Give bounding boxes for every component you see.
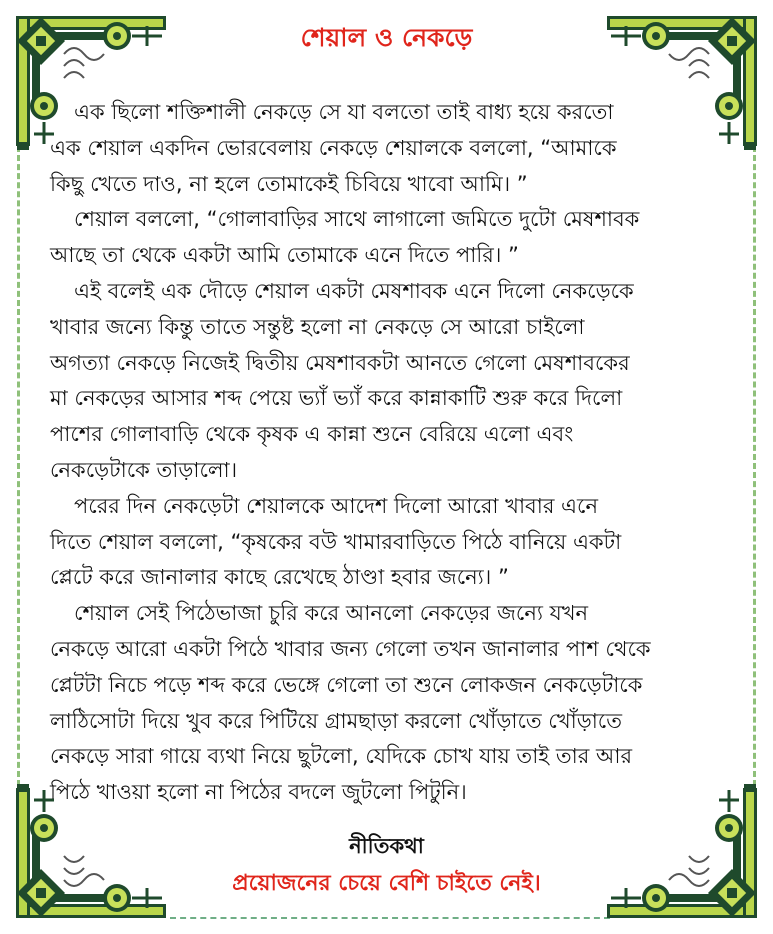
story-line: প্লেটে করে জানালার কাছে রেখেছে ঠাণ্ডা হবার জন্যে। ” (50, 565, 509, 590)
story-line: আছে তা থেকে একটা আমি তোমাকে এনে দিতে পারি। ” (50, 243, 519, 268)
story-title: শেয়াল ও নেকড়ে (300, 23, 473, 52)
story-line: নেকড়েটাকে তাড়ালো। (50, 457, 238, 482)
story-line: লাঠিসোটা দিয়ে খুব করে পিটিয়ে গ্রামছাড়া করলো খোঁড়াতে খোঁড়াতে (50, 708, 622, 733)
story-line: অগত্যা নেকড়ে নিজেই দ্বিতীয় মেষশাবকটা আনতে গেলো মেষশাবকের (50, 350, 630, 375)
story-line: প্লেটটা নিচে পড়ে শব্দ করে ভেঙ্গে গেলো তা শুনে লোকজন নেকড়েটাকে (50, 672, 643, 697)
story-line: কিছু খেতে দাও, না হলে তোমাকেই চিবিয়ে খাবো আমি। ” (50, 171, 528, 196)
frame-right-border (753, 146, 756, 786)
moral-text: প্রয়োজনের চেয়ে বেশি চাইতে নেই। (232, 871, 541, 896)
frame-left-border (17, 146, 20, 786)
story-line: পাশের গোলাবাড়ি থেকে কৃষক এ কান্না শুনে বেরিয়ে এলো এবং (50, 422, 574, 447)
story-line: মা নেকড়ের আসার শব্দ পেয়ে ভ্যাঁ ভ্যাঁ করে কান্নাকাটি শুরু করে দিলো (50, 386, 623, 411)
story-line: শেয়াল সেই পিঠেভাজা চুরি করে আনলো নেকড়ের জন্যে যখন (74, 601, 589, 626)
story-line: পরের দিন নেকড়েটা শেয়ালকে আদেশ দিলো আরো খাবার এনে (74, 493, 599, 518)
story-line: নেকড়ে আরো একটা পিঠে খাবার জন্য গেলো তখন জানালার পাশ থেকে (50, 636, 651, 661)
frame-bottom-border (170, 917, 610, 919)
story-line: নেকড়ে সারা গায়ে ব্যথা নিয়ে ছুটলো, যেদিকে চোখ যায় তাই তার আর (50, 744, 633, 769)
story-line: এই বলেই এক দৌড়ে শেয়াল একটা মেষশাবক এনে দিলো নেকড়েকে (74, 278, 634, 303)
moral-heading: নীতিকথা (349, 834, 424, 858)
story-body (50, 95, 750, 811)
story-line: এক শেয়াল একদিন ভোরবেলায় নেকড়ে শেয়ালকে বললো, “আমাকে (50, 135, 617, 160)
story-line: পিঠে খাওয়া হলো না পিঠের বদলে জুটলো পিটুনি। (50, 780, 467, 805)
story-line: শেয়াল বললো, “গোলাবাড়ির সাথে লাগালো জমিতে দুটো মেষশাবক (74, 207, 640, 232)
story-line: খাবার জন্যে কিন্তু তাতে সন্তুষ্ট হলো না নেকড়ে সে আরো চাইলো (50, 314, 585, 339)
story-line: এক ছিলো শক্তিশালী নেকড়ে সে যা বলতো তাই বাধ্য হয়ে করতো (74, 100, 614, 124)
story-line: দিতে শেয়াল বললো, “কৃষকের বউ খামারবাড়িতে পিঠে বানিয়ে একটা (50, 529, 622, 554)
